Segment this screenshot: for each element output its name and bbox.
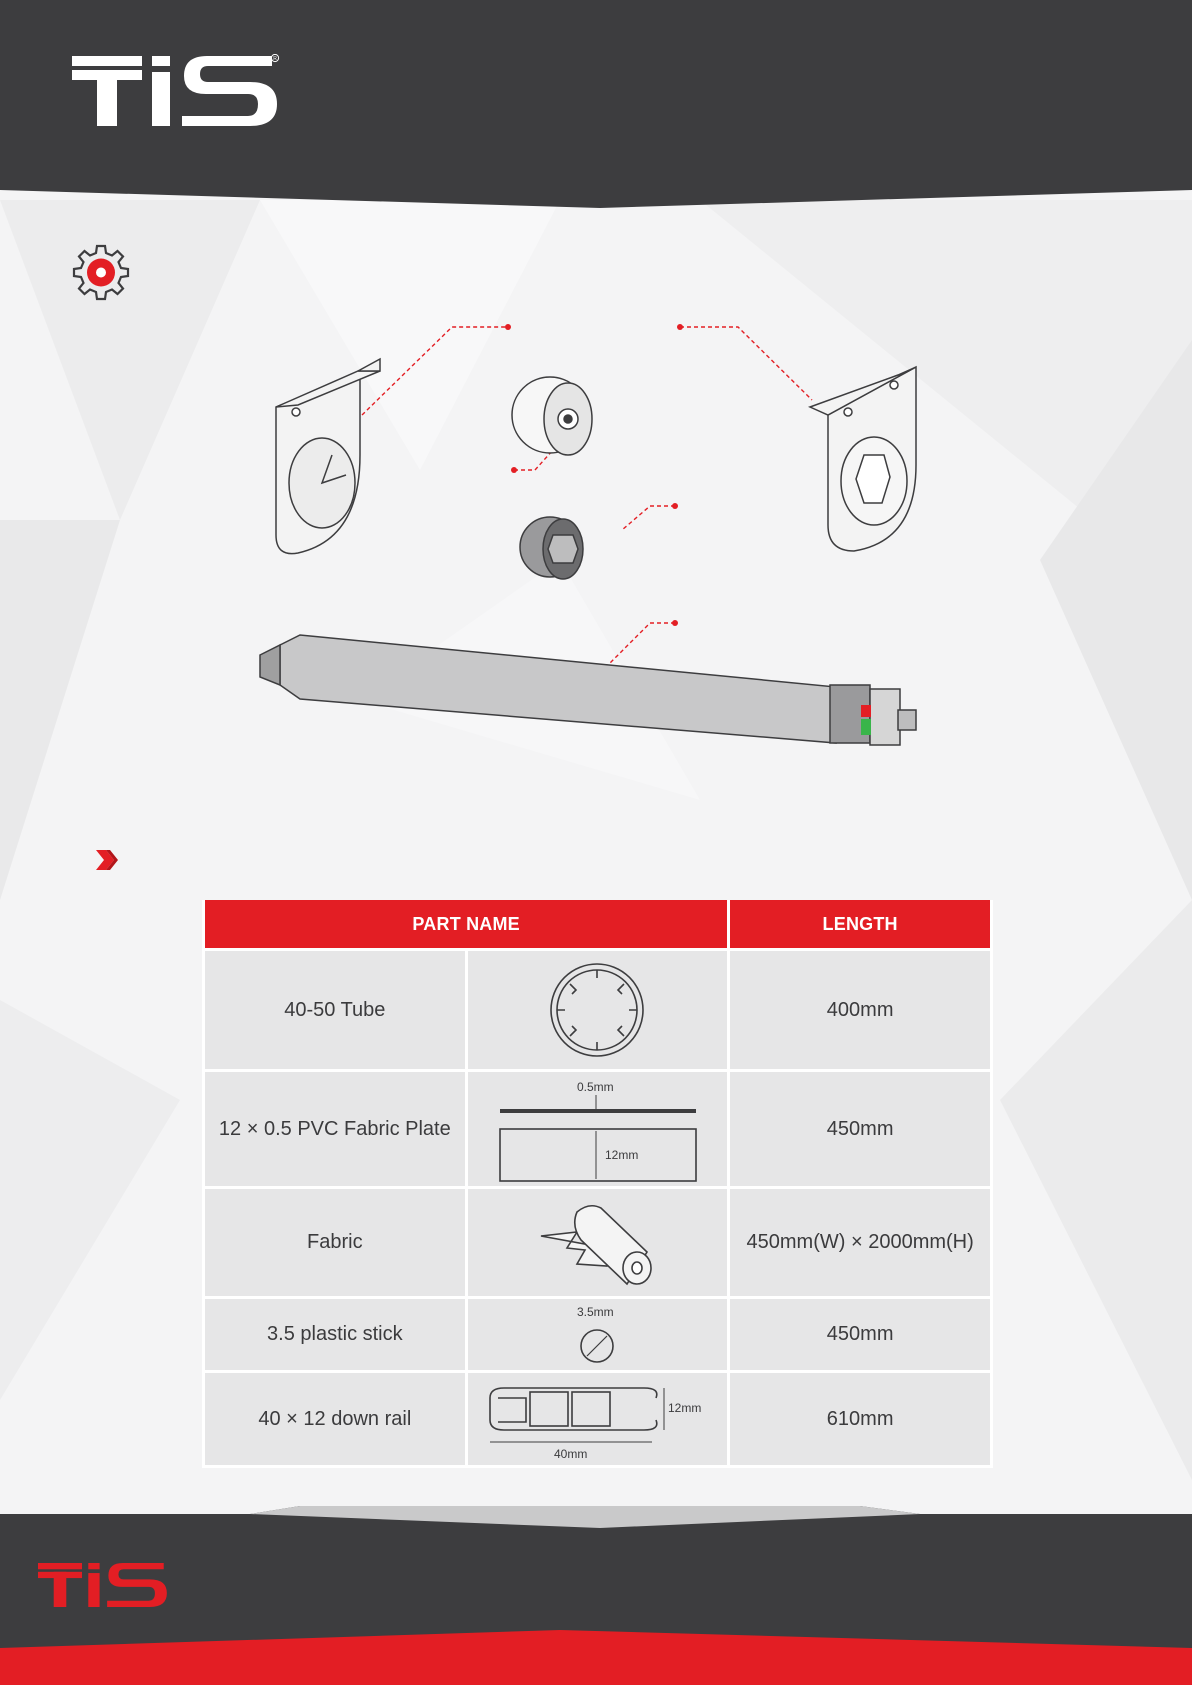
svg-text:R: R: [273, 56, 277, 62]
dim-width: 40mm: [554, 1447, 588, 1461]
table-header-row: [204, 900, 992, 950]
dim-height: 12mm: [605, 1148, 639, 1162]
motor-assembly-illustration: [250, 315, 930, 775]
part-length: 610mm: [729, 1372, 992, 1467]
table-row: [204, 1188, 992, 1298]
table-row: [204, 1372, 992, 1467]
stick-cross-section-icon: [466, 1298, 729, 1372]
motor-tube: [280, 635, 836, 743]
tis-logo-footer: [38, 1560, 170, 1610]
pvc-plate-diagram: [466, 1071, 729, 1188]
dim-height: 12mm: [668, 1401, 702, 1415]
part-name: Fabric: [204, 1188, 467, 1298]
fabric-roll-icon: [466, 1188, 729, 1298]
part-length: 450mm: [729, 1071, 992, 1188]
page-footer: [0, 1500, 1192, 1685]
parts-table: [202, 900, 993, 1468]
header-length: LENGTH: [729, 900, 992, 950]
tube-cross-section-icon: [466, 950, 729, 1071]
dim-thickness: 0.5mm: [577, 1080, 615, 1094]
part-name: 40 × 12 down rail: [204, 1372, 467, 1467]
double-chevron-right-icon: [94, 848, 122, 872]
part-length: 400mm: [729, 950, 992, 1071]
part-length: 450mm(W) × 2000mm(H): [729, 1188, 992, 1298]
table-row: [204, 1298, 992, 1372]
table-row: [204, 1071, 992, 1188]
part-name: 3.5 plastic stick: [204, 1298, 467, 1372]
gear-icon: [72, 243, 130, 301]
header-part-name: PART NAME: [204, 900, 729, 950]
part-length: 450mm: [729, 1298, 992, 1372]
dim-diameter: 3.5mm: [577, 1304, 615, 1319]
tis-logo: [72, 54, 282, 128]
part-name: 40-50 Tube: [204, 950, 467, 1071]
table-row: [204, 950, 992, 1071]
down-rail-profile-diagram: [466, 1372, 729, 1467]
part-name: 12 × 0.5 PVC Fabric Plate: [204, 1071, 467, 1188]
